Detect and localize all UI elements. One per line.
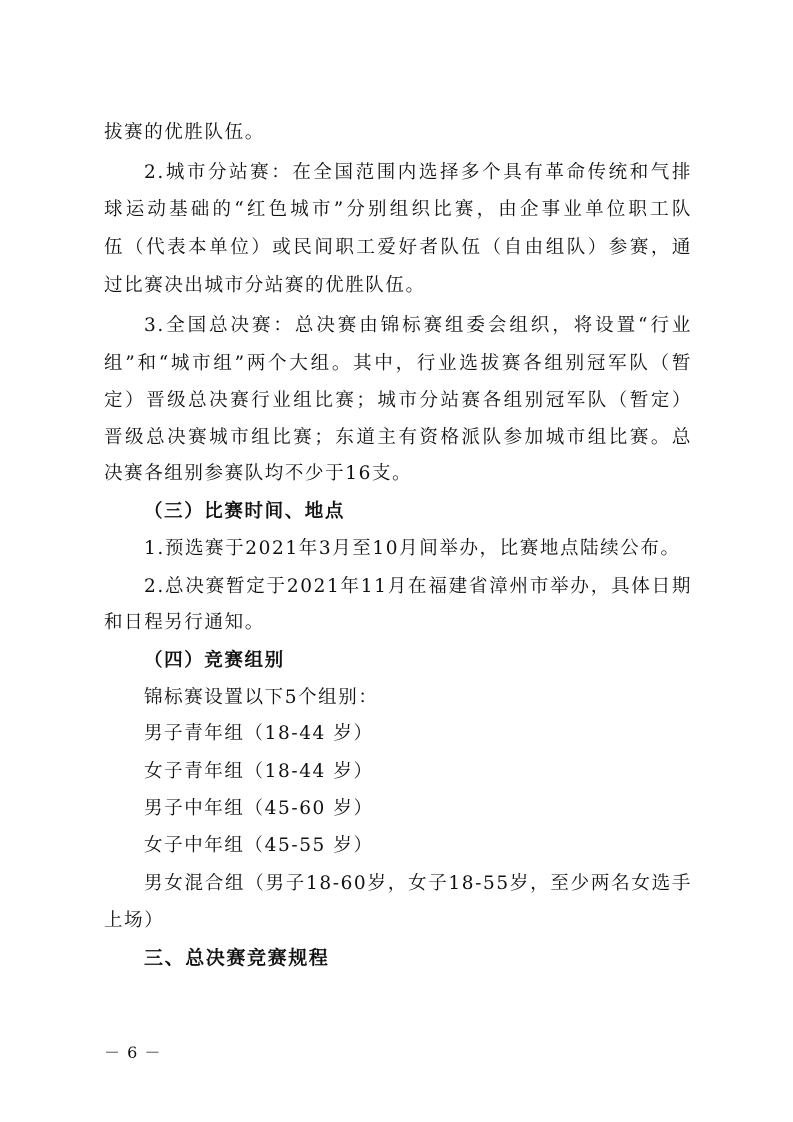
paragraph-city-stations-line-4: 过比赛决出城市分站赛的优胜队伍。: [104, 275, 426, 296]
paragraph-city-stations-line-1: 2.城市分站赛：在全国范围内选择多个具有革命传统和气排: [144, 162, 692, 183]
group-item-women-middle: 女子中年组（45-55 岁）: [144, 835, 374, 856]
group-item-women-youth: 女子青年组（18-44 岁）: [144, 761, 374, 782]
paragraph-national-final-line-1: 3.全国总决赛：总决赛由锦标赛组委会组织，将设置“行业: [144, 315, 692, 336]
paragraph-groups-intro: 锦标赛设置以下5个组别：: [144, 687, 379, 708]
paragraph-final-schedule-line-2: 和日程另行通知。: [104, 612, 265, 633]
heading-groups: （四）竞赛组别: [144, 650, 285, 671]
heading-time-location: （三）比赛时间、地点: [144, 501, 346, 522]
group-item-men-youth: 男子青年组（18-44 岁）: [144, 723, 374, 744]
group-item-mixed-line-2: 上场）: [104, 910, 165, 931]
paragraph-city-stations-line-3: 伍（代表本单位）或民间职工爱好者队伍（自由组队）参赛，通: [104, 237, 692, 258]
paragraph-national-final-line-4: 晋级总决赛城市组比赛；东道主有资格派队参加城市组比赛。总: [104, 427, 692, 448]
paragraph-national-final-line-2: 组”和“城市组”两个大组。其中，行业选拔赛各组别冠军队（暂: [104, 353, 692, 374]
paragraph-city-stations-line-2: 球运动基础的“红色城市”分别组织比赛，由企事业单位职工队: [104, 199, 692, 220]
paragraph-national-final-line-3: 定）晋级总决赛行业组比赛；城市分站赛各组别冠军队（暂定）: [104, 390, 692, 411]
paragraph-continuation: 拔赛的优胜队伍。: [104, 122, 265, 143]
group-item-mixed-line-1: 男女混合组（男子18-60岁，女子18-55岁，至少两名女选手: [144, 873, 692, 894]
section-heading-final-rules: 三、总决赛竞赛规程: [144, 947, 330, 969]
paragraph-final-schedule-line-1: 2.总决赛暂定于2021年11月在福建省漳州市举办，具体日期: [144, 576, 692, 597]
group-item-men-middle: 男子中年组（45-60 岁）: [144, 798, 374, 819]
paragraph-preliminary: 1.预选赛于2021年3月至10月间举办，比赛地点陆续公布。: [144, 538, 681, 559]
page-number: － 6 －: [104, 1043, 162, 1062]
paragraph-national-final-line-5: 决赛各组别参赛队均不少于16支。: [104, 463, 413, 484]
